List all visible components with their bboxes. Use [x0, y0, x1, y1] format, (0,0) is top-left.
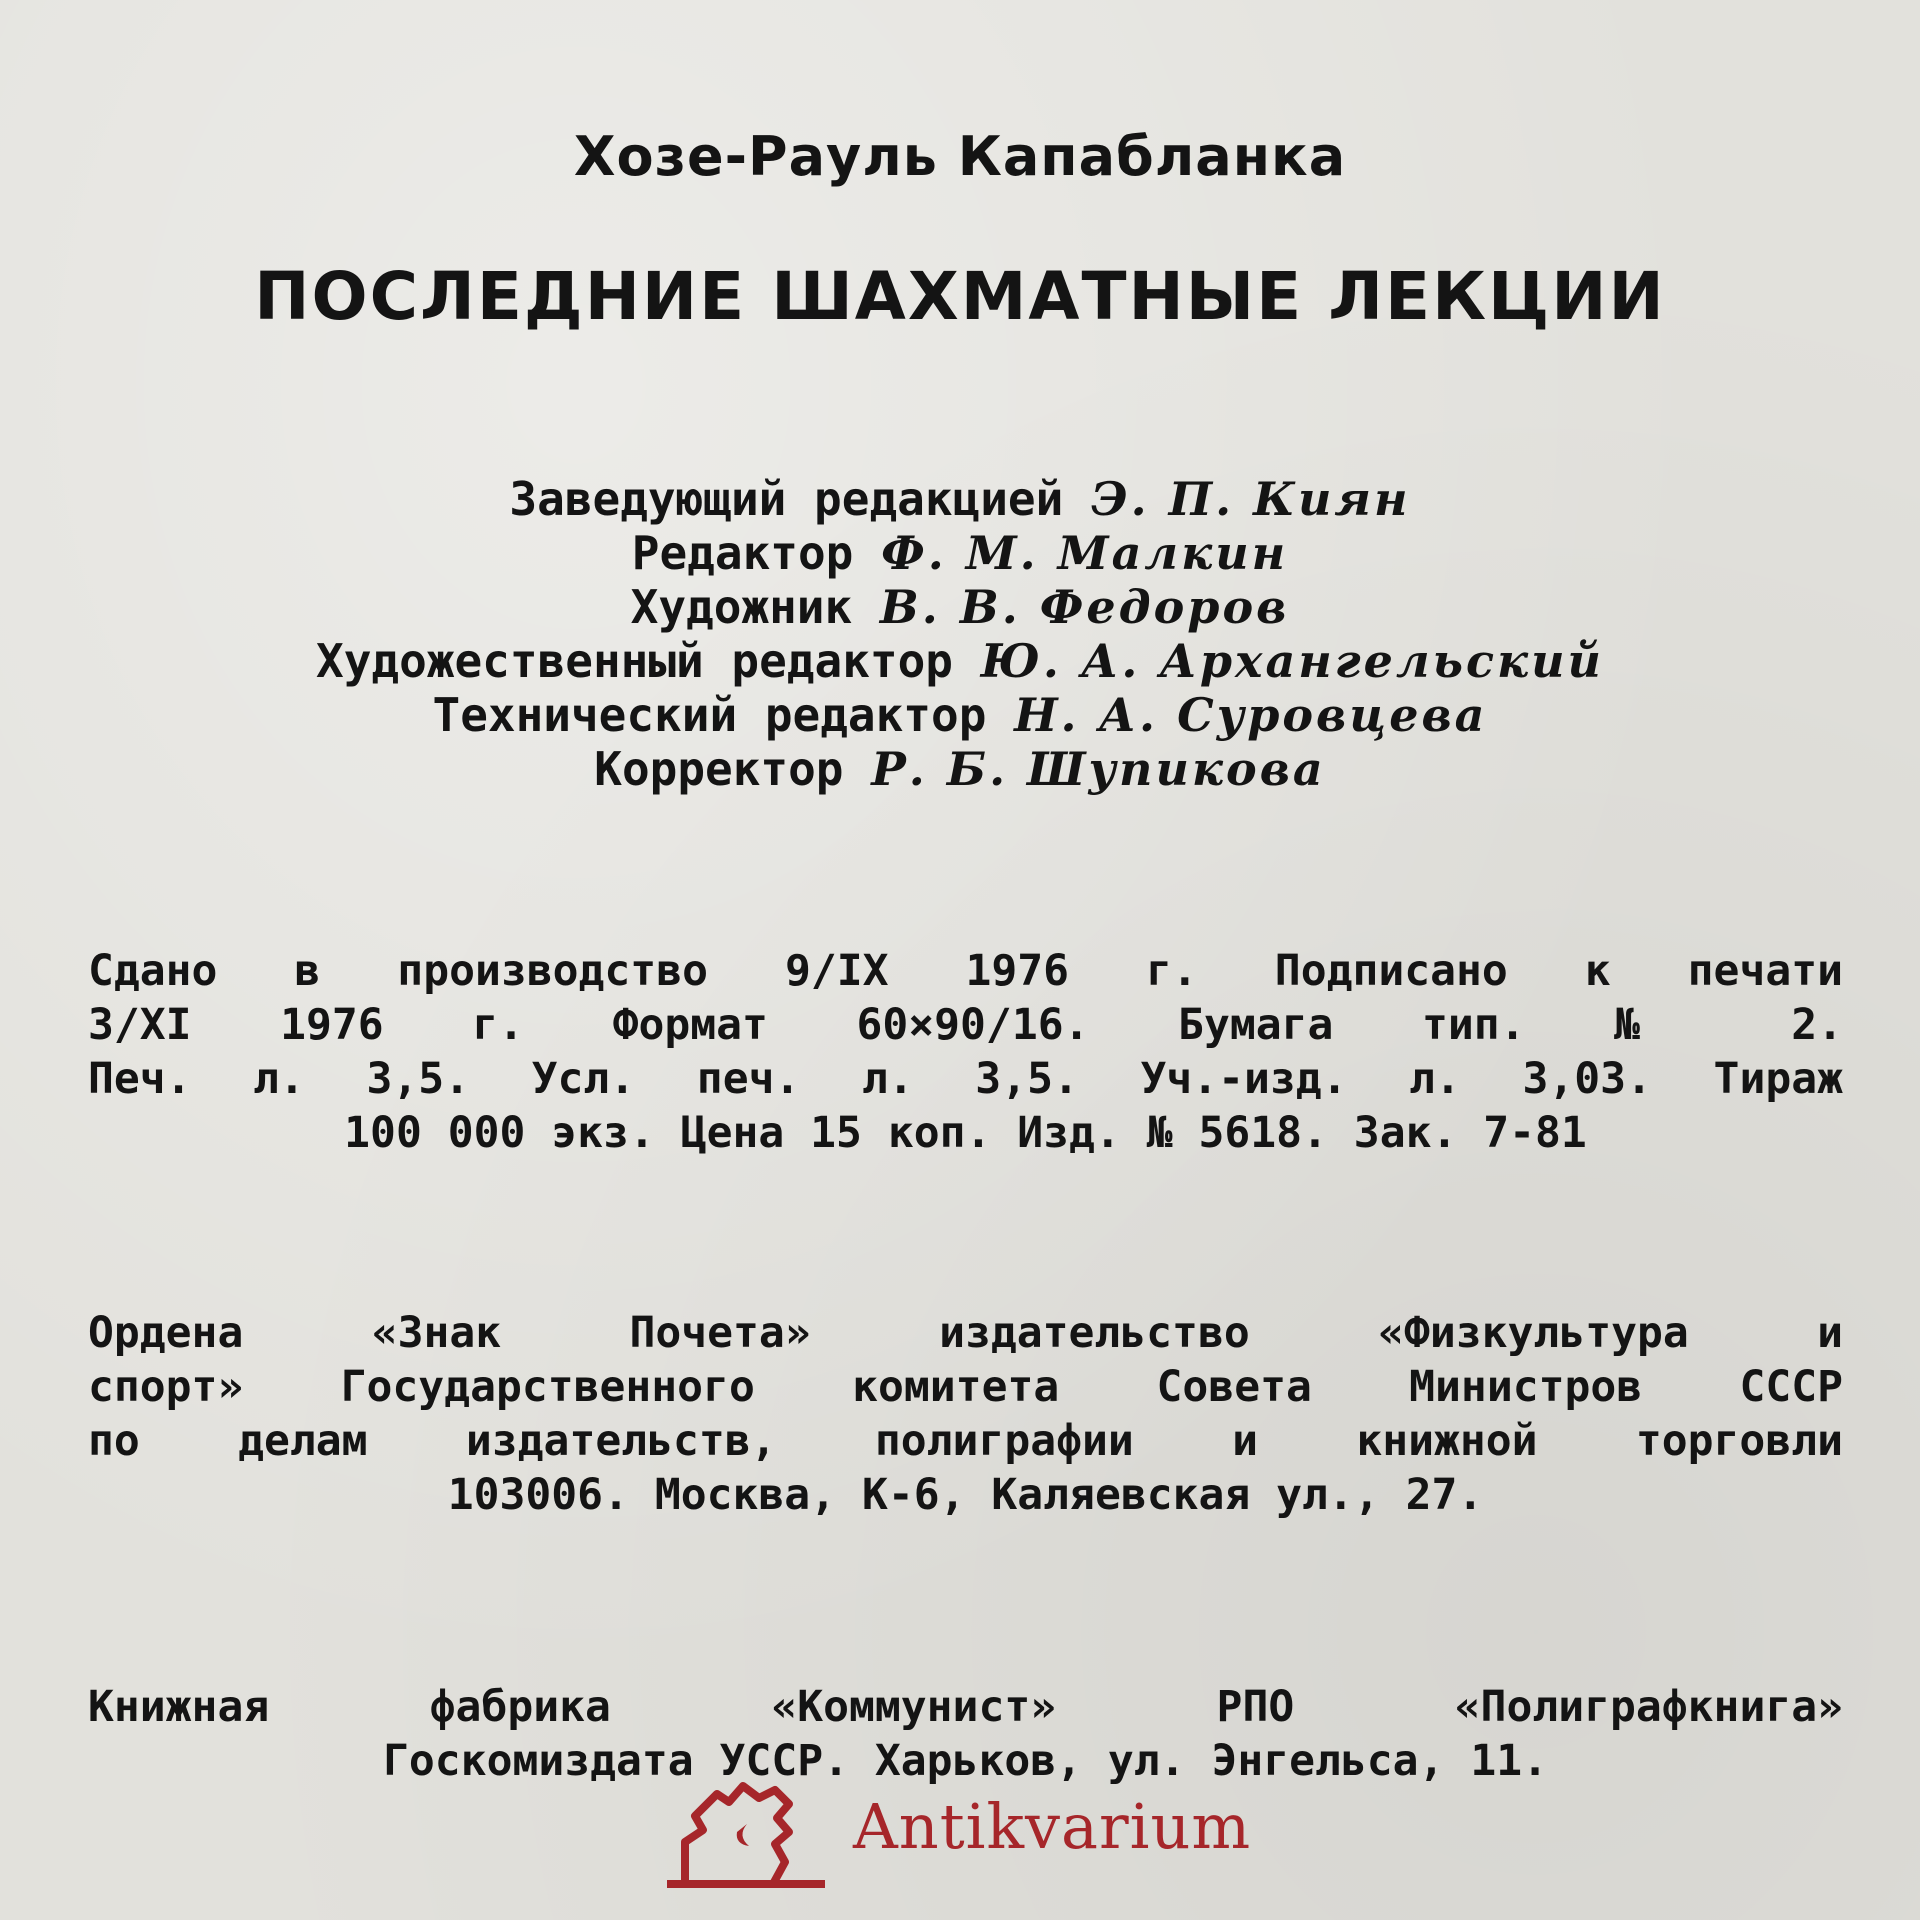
printer-line: Книжная фабрика «Коммунист» РПО «Полиграфкнига» [88, 1682, 1843, 1732]
production-details [88, 944, 1843, 1160]
watermark-text: Antikvarium [853, 1790, 1252, 1863]
credit-line [0, 526, 1920, 580]
credit-role: Корректор [594, 742, 844, 796]
credit-line [0, 742, 1920, 796]
credit-role: Художник [630, 580, 853, 634]
publisher-details [88, 1306, 1843, 1522]
castle-logo-icon [655, 1772, 845, 1892]
credits-block [0, 472, 1920, 796]
credit-name: Э. П. Киян [1091, 472, 1411, 526]
book-title: ПОСЛЕДНИЕ ШАХМАТНЫЕ ЛЕКЦИИ [254, 258, 1666, 335]
publisher-line: 103006. Москва, К-6, Каляевская ул., 27. [447, 1470, 1484, 1520]
author-name: Хозе-Рауль Капабланка [573, 125, 1347, 188]
credit-line [0, 688, 1920, 742]
credit-role: Художественный редактор [316, 634, 953, 688]
credit-role: Заведующий редакцией [509, 472, 1064, 526]
publisher-line: по делам издательств, полиграфии и книжной торговли [88, 1416, 1843, 1466]
credit-name: Р. Б. Шупикова [871, 742, 1326, 796]
credit-name: Н. А. Суровцева [1014, 688, 1488, 742]
antikvarium-watermark [655, 1772, 1275, 1892]
credit-line [0, 472, 1920, 526]
credit-role: Технический редактор [432, 688, 987, 742]
production-line: Сдано в производство 9/IX 1976 г. Подписано к печати [88, 946, 1843, 996]
credit-role: Редактор [631, 526, 854, 580]
production-line: 100 000 экз. Цена 15 коп. Изд. № 5618. Зак. 7-81 [344, 1108, 1587, 1158]
credit-line [0, 634, 1920, 688]
credit-line [0, 580, 1920, 634]
printer-line: Госкомиздата УССР. Харьков, ул. Энгельса, 11. [383, 1736, 1548, 1786]
credit-name: В. В. Федоров [879, 580, 1290, 634]
publisher-line: Ордена «Знак Почета» издательство «Физкультура и [88, 1308, 1843, 1358]
production-line: Печ. л. 3,5. Усл. печ. л. 3,5. Уч.-изд. л. 3,03. Тираж [88, 1054, 1843, 1104]
credit-name: Ф. М. Малкин [881, 526, 1289, 580]
production-line: 3/XI 1976 г. Формат 60×90/16. Бумага тип. № 2. [88, 1000, 1843, 1050]
credit-name: Ю. А. Архангельский [980, 634, 1604, 688]
publisher-line: спорт» Государственного комитета Совета Министров СССР [88, 1362, 1843, 1412]
